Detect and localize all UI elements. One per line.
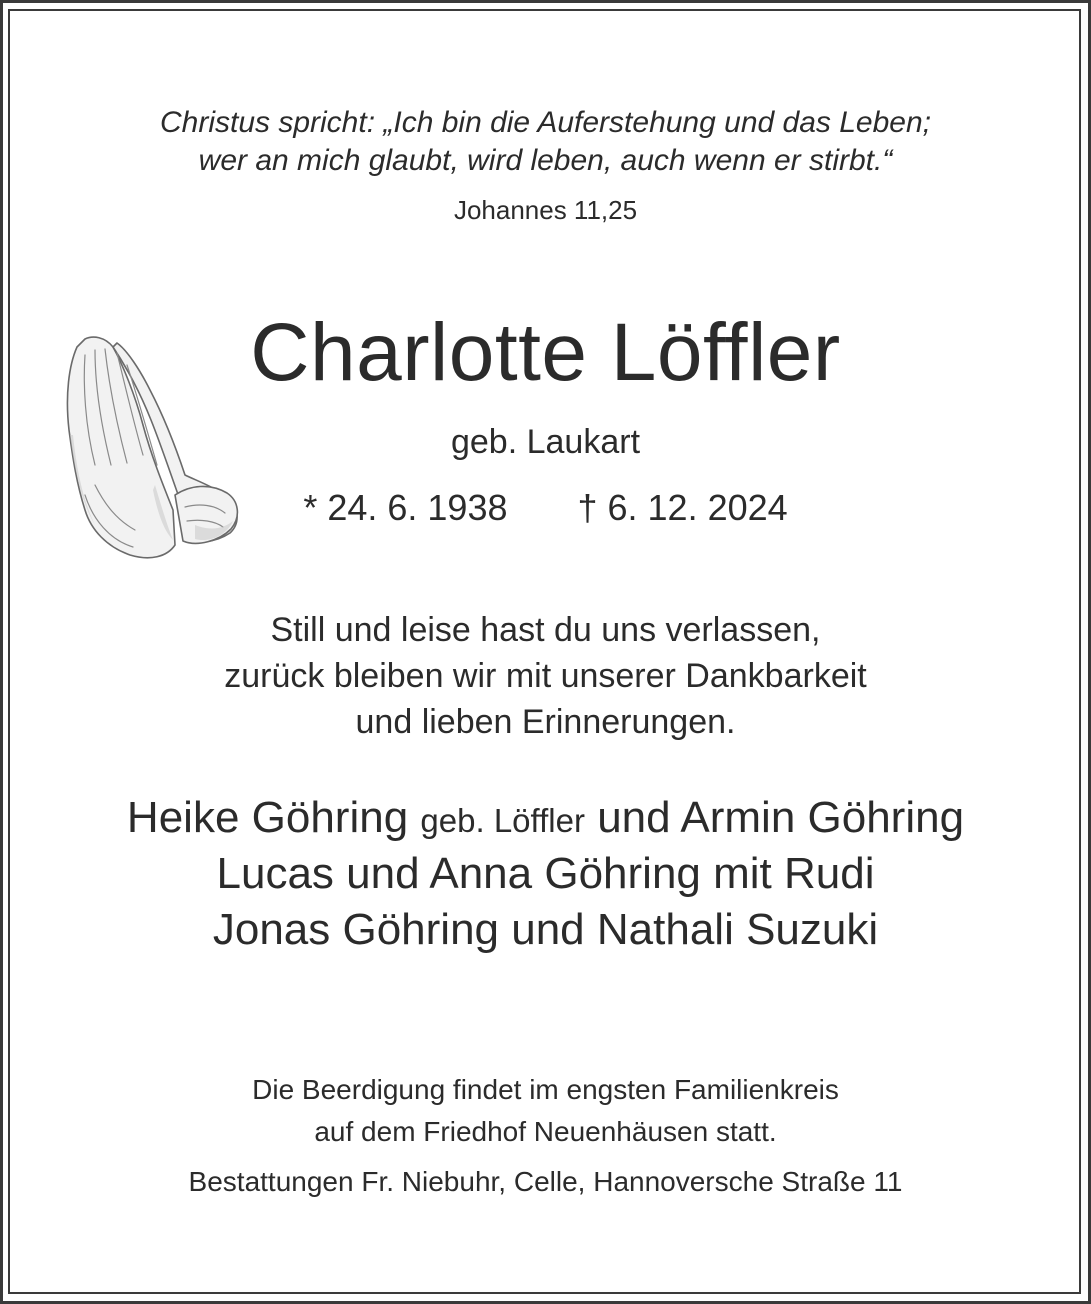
mourner-heike: Heike Göhring xyxy=(126,793,409,842)
undertaker-info: Bestattungen Fr. Niebuhr, Celle, Hannoversche Straße 11 xyxy=(188,1166,903,1197)
mourner-armin: und Armin Göhring xyxy=(597,793,965,842)
bible-reference: Johannes 11,25 xyxy=(453,195,638,225)
poem-line-3: und lieben Erinnerungen. xyxy=(355,703,736,741)
poem-line-1: Still und leise hast du uns verlassen, xyxy=(270,611,821,649)
mourner-heike-maiden: geb. Löffler xyxy=(420,802,585,839)
deceased-name: Charlotte Löffler xyxy=(250,307,841,398)
poem-line-2: zurück bleiben wir mit unserer Dankbarkeit xyxy=(224,657,867,695)
birth-date: * 24. 6. 1938 xyxy=(303,487,508,528)
funeral-info-line-2: auf dem Friedhof Neuenhäusen statt. xyxy=(314,1116,777,1147)
bible-quote-line-1: Christus spricht: „Ich bin die Auferstehung und das Leben; xyxy=(159,106,931,139)
mourners-line-2: Lucas und Anna Göhring mit Rudi xyxy=(216,849,875,898)
funeral-info-line-1: Die Beerdigung findet im engsten Familienkreis xyxy=(252,1074,839,1105)
life-dates xyxy=(0,487,1091,529)
maiden-name: geb. Laukart xyxy=(450,423,641,461)
mourners-line-3: Jonas Göhring und Nathali Suzuki xyxy=(212,905,879,954)
mourners-line-1 xyxy=(0,790,1091,849)
death-date: † 6. 12. 2024 xyxy=(577,487,788,528)
bible-quote-line-2: wer an mich glaubt, wird leben, auch wenn er stirbt.“ xyxy=(198,144,893,177)
